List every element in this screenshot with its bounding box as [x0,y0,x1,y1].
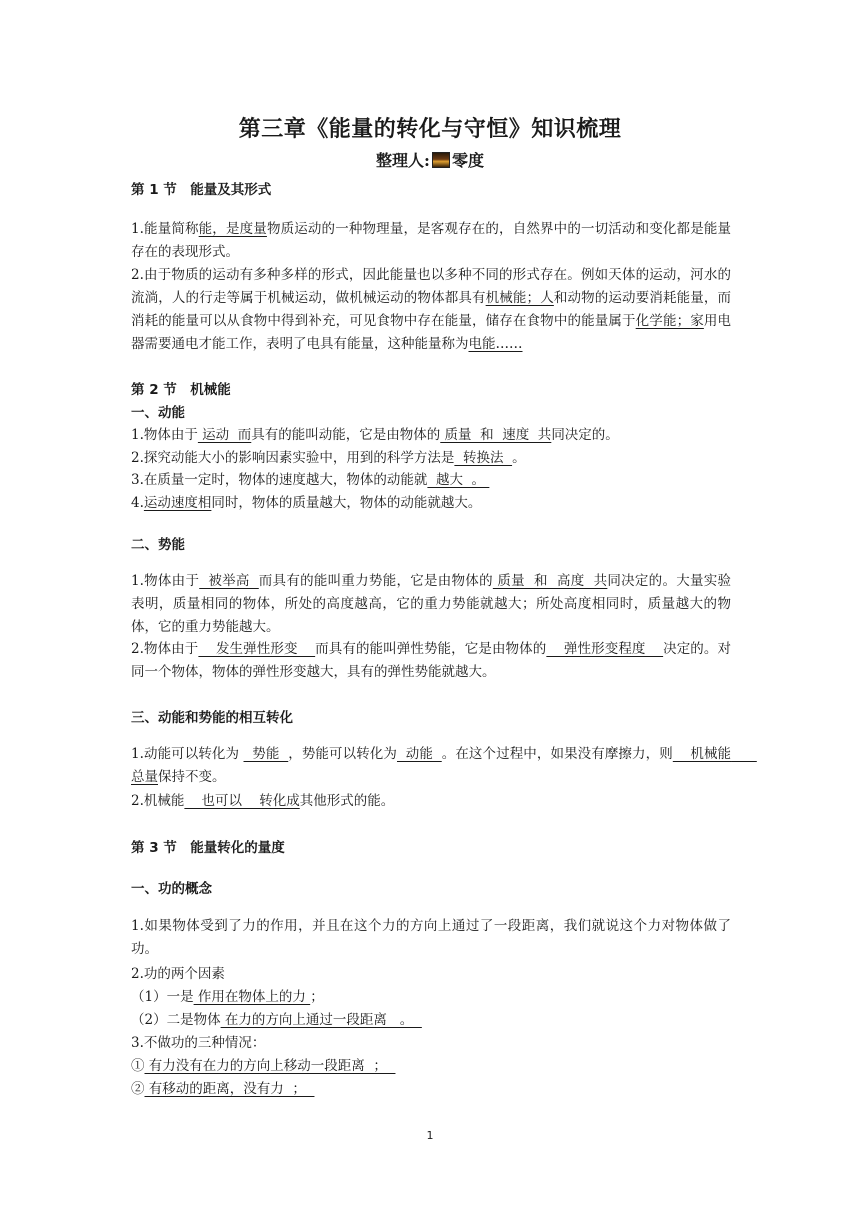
fill-blank: 化学能；家 [635,313,704,329]
fill-blank: 有力没有在力的方向上移动一段距离 ； [144,1058,396,1074]
potential-item-1: 1.物体由于 被举高 而具有的能叫重力势能，它是由物体的 质量 和 高度 共同决定的。大量实验表明，质量相同的物体，所处的高度越高，它的重力势能就越大；所处高度相同时，质量越大的物体，它的重力势能越大。 [131,573,732,635]
no-work-case-1: ① 有力没有在力的方向上移动一段距离 ； [131,1058,396,1074]
conversion-item-1: 1.动能可以转化为 势能 ，势能可以转化为 动能 。在这个过程中，如果没有摩擦力，则 机械能 总量保持不变。 [131,746,757,785]
fill-blank: 运动速度相 [143,495,212,511]
kinetic-item-2: 2.探究动能大小的影响因素实验中，用到的科学方法是 转换法 。 [131,450,526,466]
fill-blank: 质量 和 速度 共 [440,427,552,443]
fill-blank: 发生弹性形变 [198,641,316,657]
potential-item-2: 2.物体由于 发生弹性形变 而具有的能叫弹性势能，它是由物体的 弹性形变程度 决定的。对同一个物体，物体的弹性形变越大，具有的弹性势能就越大。 [131,641,732,680]
fill-blank: 机械能；人 [485,290,554,306]
subsection-kinetic-heading: 一、动能 [131,405,185,421]
section-3-heading: 第 3 节 能量转化的量度 [131,840,285,856]
fill-blank: 也可以 转化成 [184,793,300,809]
work-item-3: 3.不做功的三种情况： [131,1035,266,1051]
s1-paragraph-1: 1.能量简称能，是度量物质运动的一种物理量，是客观存在的，自然界中的一切活动和变化都是能量存在的表现形式。 [131,221,732,260]
fill-blank: 有移动的距离，没有力 ； [144,1081,315,1097]
fill-blank: 运动 而 [197,427,252,443]
kinetic-item-1: 1.物体由于 运动 而具有的能叫动能，它是由物体的 质量 和 速度 共同决定的。 [131,427,619,443]
fill-blank: 越大 。 [427,472,490,488]
page-number: 1 [426,1129,434,1142]
author-line [0,148,860,171]
fill-blank: 质量 和 高度 共 [492,573,608,589]
fill-blank: 在力的方向上通过一段距离 。 [220,1012,422,1028]
section-1-heading: 第 1 节 能量及其形式 [131,182,272,198]
fill-blank: 电能…… [468,336,523,352]
work-factor-1: （1）一是 作用在物体上的力 ； [131,989,324,1005]
work-factor-2: （2）二是物体 在力的方向上通过一段距离 。 [131,1012,422,1028]
fill-blank: 机械能 总量 [131,746,757,785]
page-title: 第三章《能量的转化与守恒》知识梳理 [238,117,622,142]
fill-blank: 能，是度量 [198,221,267,237]
subsection-potential-heading: 二、势能 [131,537,185,553]
work-item-1: 1.如果物体受到了力的作用，并且在这个力的方向上通过了一段距离，我们就说这个力对物体做了功。 [131,918,731,957]
section-2-heading: 第 2 节 机械能 [131,382,231,398]
author-prefix: 整理人: [376,151,430,170]
s1-paragraph-2: 2.由于物质的运动有多种多样的形式，因此能量也以多种不同的形式存在。例如天体的运动，河水的流淌，人的行走等属于机械运动，做机械运动的物体都具有机械能；人和动物的运动要消耗能量，而消耗的能量可以从食物中得到补充，可见食物中存在能量，储存在食物中的能量属于化学能；家用电器需要通电才能工作，表明了电具有能量，这种能量称为电能…… [131,267,732,352]
subsection-conversion-heading: 三、动能和势能的相互转化 [131,710,293,726]
kinetic-item-3: 3.在质量一定时，物体的速度越大，物体的动能就 越大 。 [131,472,490,488]
fill-blank: 弹性形变程度 [546,641,664,657]
author-logo-icon [432,152,450,168]
kinetic-item-4: 4.运动速度相同时，物体的质量越大，物体的动能就越大。 [131,495,482,511]
fill-blank: 转换法 [454,450,513,466]
author-name: 零度 [451,151,484,170]
fill-blank: 势能 [243,746,289,762]
fill-blank: 动能 [397,746,442,762]
subsection-work-heading: 一、功的概念 [131,881,212,897]
no-work-case-2: ② 有移动的距离，没有力 ； [131,1081,315,1097]
fill-blank: 作用在物体上的力 [193,989,311,1005]
conversion-item-2: 2.机械能 也可以 转化成其他形式的能。 [131,793,395,809]
work-item-2: 2.功的两个因素 [131,966,225,982]
fill-blank: 被举高 [199,573,259,589]
